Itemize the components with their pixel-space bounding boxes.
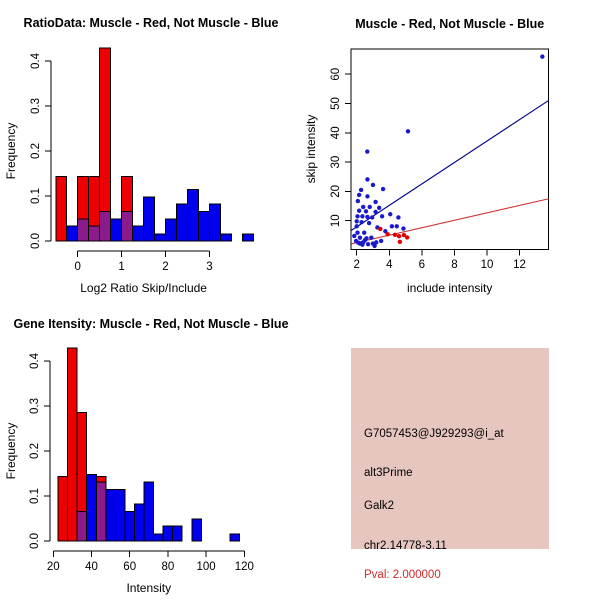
histogram-bars xyxy=(58,348,239,541)
panel-ratio-histogram xyxy=(0,0,300,300)
plot-box xyxy=(345,49,548,255)
svg-text:40: 40 xyxy=(85,561,98,573)
svg-text:30: 30 xyxy=(330,155,342,169)
intensity-scatter-chart xyxy=(300,0,600,300)
svg-text:2: 2 xyxy=(162,261,169,273)
svg-text:4: 4 xyxy=(386,259,393,271)
svg-text:6: 6 xyxy=(418,259,426,271)
gene-name-text: Galk2 xyxy=(364,500,395,512)
gene-histogram-xlabel: Intensity xyxy=(126,581,172,595)
svg-text:0.2: 0.2 xyxy=(30,143,42,159)
scatter-points-not-muscle xyxy=(352,54,544,248)
svg-text:60: 60 xyxy=(330,67,342,81)
svg-text:40: 40 xyxy=(330,126,342,140)
ratio-histogram-ylabel: Frequency xyxy=(4,122,18,180)
splice-type-text: alt3Prime xyxy=(364,467,413,479)
gene-info-box xyxy=(351,348,549,581)
probe-id-text: G7057453@J929293@i_at xyxy=(364,428,504,440)
svg-text:10: 10 xyxy=(480,259,494,271)
svg-text:2: 2 xyxy=(353,259,360,271)
svg-text:0.3: 0.3 xyxy=(29,398,41,414)
scatter-xlabel: include intensity xyxy=(407,281,493,295)
svg-text:0.2: 0.2 xyxy=(29,443,41,459)
svg-text:3: 3 xyxy=(206,261,213,273)
scatter-title: Muscle - Red, Not Muscle - Blue xyxy=(355,17,545,31)
ratio-histogram-title: RatioData: Muscle - Red, Not Muscle - Blue xyxy=(23,16,279,30)
histogram-bars xyxy=(56,48,254,241)
svg-text:100: 100 xyxy=(196,561,216,573)
svg-text:50: 50 xyxy=(330,97,342,110)
svg-text:120: 120 xyxy=(234,561,254,573)
svg-text:0.1: 0.1 xyxy=(29,488,41,504)
svg-text:20: 20 xyxy=(330,185,342,198)
svg-text:0: 0 xyxy=(74,261,81,273)
gene-intensity-histogram-chart xyxy=(0,300,300,600)
svg-text:60: 60 xyxy=(123,561,137,573)
svg-text:0.4: 0.4 xyxy=(29,353,41,369)
svg-text:0.0: 0.0 xyxy=(29,533,41,549)
pval-text: Pval: 2.000000 xyxy=(364,569,441,581)
svg-text:0.3: 0.3 xyxy=(30,98,42,114)
svg-text:1: 1 xyxy=(118,261,125,273)
ratio-histogram-chart xyxy=(0,0,300,300)
scatter-ylabel: skip intensity xyxy=(304,114,318,184)
svg-text:8: 8 xyxy=(451,259,458,271)
svg-text:10: 10 xyxy=(330,214,342,228)
svg-text:0.1: 0.1 xyxy=(30,188,42,204)
tick-labels xyxy=(330,68,526,271)
panel-gene-info xyxy=(300,300,600,600)
svg-text:20: 20 xyxy=(46,561,60,573)
panel-gene-intensity-histogram xyxy=(0,300,300,600)
svg-text:0.0: 0.0 xyxy=(30,233,42,249)
gene-histogram-ylabel: Frequency xyxy=(4,422,18,480)
svg-text:12: 12 xyxy=(513,259,526,271)
ratio-histogram-xlabel: Log2 Ratio Skip/Include xyxy=(80,281,207,295)
panel-intensity-scatter xyxy=(300,0,600,300)
svg-text:0.4: 0.4 xyxy=(30,53,42,69)
regression-lines xyxy=(351,100,549,244)
gene-histogram-title: Gene Itensity: Muscle - Red, Not Muscle - Blue xyxy=(13,317,289,331)
locus-text: chr2.14778-3.11 xyxy=(364,540,447,552)
svg-text:80: 80 xyxy=(161,561,175,573)
